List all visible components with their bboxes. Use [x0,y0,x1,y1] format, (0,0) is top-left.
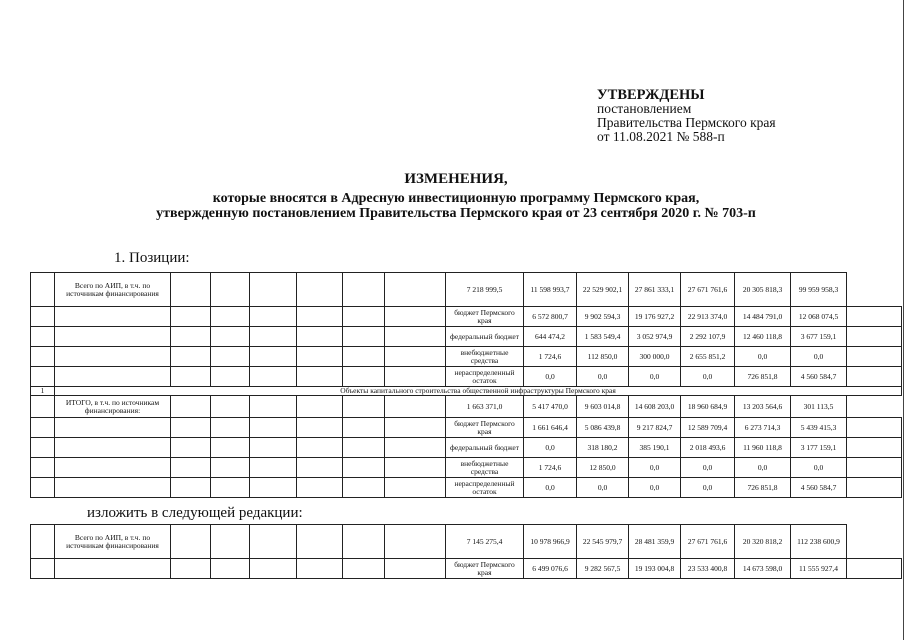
value-cell: 5 086 439,8 [577,418,629,438]
table-row [31,396,902,418]
empty-cell [385,307,446,327]
value-cell: 726 851,8 [735,478,791,498]
empty-cell [31,273,55,307]
empty-cell [31,458,55,478]
value-cell: 27 861 333,1 [629,273,681,307]
value-cell: 14 608 203,0 [629,396,681,418]
empty-cell [211,367,250,387]
empty-cell [297,347,343,367]
value-cell: 10 978 966,9 [524,525,577,559]
value-cell: 12 589 709,4 [681,418,735,438]
empty-cell [211,307,250,327]
empty-cell [55,347,171,367]
empty-cell [385,327,446,347]
empty-cell [385,273,446,307]
section-row [31,387,902,396]
value-cell: 22 529 902,1 [577,273,629,307]
empty-cell [297,418,343,438]
value-cell: 18 960 684,9 [681,396,735,418]
empty-cell [847,307,902,327]
empty-cell [250,438,297,458]
value-cell: 9 282 567,5 [577,559,629,579]
value-cell: 6 273 714,3 [735,418,791,438]
table-row [31,438,902,458]
empty-cell [55,458,171,478]
empty-cell [343,438,385,458]
value-cell: 9 603 014,8 [577,396,629,418]
approved-authority: Правительства Пермского края [597,115,776,130]
value-cell: 11 555 927,4 [791,559,847,579]
value-cell: 0,0 [791,458,847,478]
value-cell: 9 902 594,3 [577,307,629,327]
empty-cell [250,396,297,418]
empty-cell [343,367,385,387]
empty-cell [55,418,171,438]
value-cell: 3 677 159,1 [791,327,847,347]
approved-date: от 11.08.2021 № 588-п [597,129,725,144]
empty-cell [171,396,211,418]
value-cell: 0,0 [629,478,681,498]
empty-cell [847,418,902,438]
document-subtitle [0,191,905,221]
section-number: 1 [31,387,55,396]
table-row [31,367,902,387]
value-cell: 20 305 818,3 [735,273,791,307]
value-cell: 19 176 927,2 [629,307,681,327]
empty-cell [211,418,250,438]
value-cell: 0,0 [524,438,577,458]
empty-cell [171,418,211,438]
row-label: ИТОГО, в т.ч. по источникам финансирования: [55,396,171,418]
value-cell: 300 000,0 [629,347,681,367]
empty-cell [297,458,343,478]
row-label: Всего по АИП, в т.ч. по источникам финансирования [55,525,171,559]
value-cell: 5 417 470,0 [524,396,577,418]
empty-cell [250,273,297,307]
empty-cell [55,367,171,387]
empty-cell [343,559,385,579]
empty-cell [385,438,446,458]
empty-cell [343,273,385,307]
empty-cell [31,367,55,387]
empty-cell [847,478,902,498]
empty-cell [297,559,343,579]
empty-cell [250,347,297,367]
empty-cell [250,418,297,438]
value-cell: 1 724,6 [524,347,577,367]
empty-cell [385,478,446,498]
value-cell: 0,0 [524,367,577,387]
empty-cell [171,525,211,559]
value-cell: 23 533 400,8 [681,559,735,579]
empty-cell [211,478,250,498]
empty-cell [250,307,297,327]
value-cell: 1 724,6 [524,458,577,478]
empty-cell [171,347,211,367]
value-cell: 0,0 [629,458,681,478]
empty-cell [343,525,385,559]
funding-source: нераспределенный остаток [446,367,524,387]
empty-cell [250,525,297,559]
empty-cell [31,347,55,367]
empty-cell [385,559,446,579]
empty-cell [211,525,250,559]
value-cell: 11 598 993,7 [524,273,577,307]
empty-cell [297,273,343,307]
value-cell: 28 481 359,9 [629,525,681,559]
empty-cell [385,525,446,559]
empty-cell [343,418,385,438]
empty-cell [171,367,211,387]
value-cell: 12 460 118,8 [735,327,791,347]
empty-cell [31,438,55,458]
empty-cell [847,367,902,387]
empty-cell [55,327,171,347]
empty-cell [385,418,446,438]
empty-cell [211,396,250,418]
value-cell: 301 113,5 [791,396,847,418]
table-row [31,458,902,478]
empty-cell [31,396,55,418]
empty-cell [343,478,385,498]
value-cell: 2 292 107,9 [681,327,735,347]
value-cell: 7 145 275,4 [446,525,524,559]
value-cell: 12 068 074,5 [791,307,847,327]
empty-cell [171,307,211,327]
empty-cell [55,478,171,498]
empty-cell [171,273,211,307]
empty-cell [297,478,343,498]
empty-cell [171,458,211,478]
funding-source: федеральный бюджет [446,327,524,347]
value-cell: 3 052 974,9 [629,327,681,347]
empty-cell [847,559,902,579]
empty-cell [31,559,55,579]
empty-cell [31,418,55,438]
value-cell: 112 238 600,9 [791,525,847,559]
empty-cell [343,327,385,347]
empty-cell [385,396,446,418]
empty-cell [211,438,250,458]
funding-source: бюджет Пермского края [446,307,524,327]
positions-table [30,272,902,498]
value-cell: 14 673 598,0 [735,559,791,579]
section-title: Объекты капитального строительства общественной инфраструктуры Пермского края [55,387,902,396]
empty-cell [343,307,385,327]
funding-source: бюджет Пермского края [446,418,524,438]
funding-source: федеральный бюджет [446,438,524,458]
value-cell: 1 583 549,4 [577,327,629,347]
empty-cell [55,438,171,458]
approved-by: постановлением [597,101,692,116]
row-label: Всего по АИП, в т.ч. по источникам финансирования [55,273,171,307]
section-positions: 1. Позиции: [114,250,190,266]
empty-cell [171,438,211,458]
empty-cell [297,367,343,387]
empty-cell [385,367,446,387]
value-cell: 0,0 [577,478,629,498]
value-cell: 0,0 [735,347,791,367]
value-cell: 5 439 415,3 [791,418,847,438]
subtitle-line-1: которые вносятся в Адресную инвестиционную программу Пермского края, [212,191,700,206]
empty-cell [250,559,297,579]
value-cell: 4 560 584,7 [791,367,847,387]
value-cell: 0,0 [524,478,577,498]
empty-cell [297,307,343,327]
value-cell: 0,0 [629,367,681,387]
value-cell: 13 203 564,6 [735,396,791,418]
value-cell: 112 850,0 [577,347,629,367]
empty-cell [55,559,171,579]
section-new-edition: изложить в следующей редакции: [87,505,303,521]
empty-cell [171,327,211,347]
empty-cell [171,559,211,579]
value-cell: 11 960 118,8 [735,438,791,458]
empty-cell [211,347,250,367]
table-row [31,525,902,559]
empty-cell [343,458,385,478]
value-cell: 1 663 371,0 [446,396,524,418]
value-cell: 99 959 958,3 [791,273,847,307]
table-row [31,478,902,498]
empty-cell [250,478,297,498]
value-cell: 3 177 159,1 [791,438,847,458]
approved-word: УТВЕРЖДЕНЫ [597,87,705,103]
value-cell: 0,0 [681,458,735,478]
value-cell: 385 190,1 [629,438,681,458]
table-row [31,273,902,307]
value-cell: 644 474,2 [524,327,577,347]
value-cell: 0,0 [735,458,791,478]
value-cell: 2 655 851,2 [681,347,735,367]
empty-cell [171,478,211,498]
empty-cell [847,458,902,478]
value-cell: 0,0 [791,347,847,367]
empty-cell [847,327,902,347]
approval-stamp [597,88,776,144]
table-row [31,418,902,438]
value-cell: 14 484 791,0 [735,307,791,327]
empty-cell [55,307,171,327]
empty-cell [343,347,385,367]
table-row [31,559,902,579]
value-cell: 1 661 646,4 [524,418,577,438]
empty-cell [211,458,250,478]
empty-cell [211,559,250,579]
funding-source: нераспределенный остаток [446,478,524,498]
empty-cell [297,327,343,347]
value-cell: 318 180,2 [577,438,629,458]
value-cell: 4 560 584,7 [791,478,847,498]
value-cell: 7 218 999,5 [446,273,524,307]
empty-cell [250,458,297,478]
empty-cell [31,525,55,559]
empty-cell [297,396,343,418]
empty-cell [31,327,55,347]
value-cell: 9 217 824,7 [629,418,681,438]
empty-cell [250,327,297,347]
value-cell: 2 018 493,6 [681,438,735,458]
empty-cell [385,458,446,478]
value-cell: 22 545 979,7 [577,525,629,559]
value-cell: 0,0 [681,367,735,387]
funding-source: внебюджетные средства [446,458,524,478]
funding-source: внебюджетные средства [446,347,524,367]
document-title: ИЗМЕНЕНИЯ, [404,171,508,187]
empty-cell [31,307,55,327]
empty-cell [211,273,250,307]
empty-cell [343,396,385,418]
empty-cell [297,525,343,559]
table-row [31,327,902,347]
funding-source: бюджет Пермского края [446,559,524,579]
empty-cell [385,347,446,367]
value-cell: 0,0 [577,367,629,387]
value-cell: 27 671 761,6 [681,273,735,307]
empty-cell [847,438,902,458]
value-cell: 12 850,0 [577,458,629,478]
table-row [31,307,902,327]
table-row [31,347,902,367]
empty-cell [297,438,343,458]
subtitle-line-2: утвержденную постановлением Правительства Пермского края от 23 сентября 2020 г. № 703-п [156,206,756,221]
empty-cell [250,367,297,387]
value-cell: 6 499 076,6 [524,559,577,579]
value-cell: 20 320 818,2 [735,525,791,559]
value-cell: 6 572 800,7 [524,307,577,327]
empty-cell [847,347,902,367]
empty-cell [211,327,250,347]
empty-cell [31,478,55,498]
value-cell: 726 851,8 [735,367,791,387]
scan-edge [903,0,904,640]
value-cell: 22 913 374,0 [681,307,735,327]
value-cell: 19 193 004,8 [629,559,681,579]
value-cell: 27 671 761,6 [681,525,735,559]
value-cell: 0,0 [681,478,735,498]
new-edition-table [30,524,902,579]
